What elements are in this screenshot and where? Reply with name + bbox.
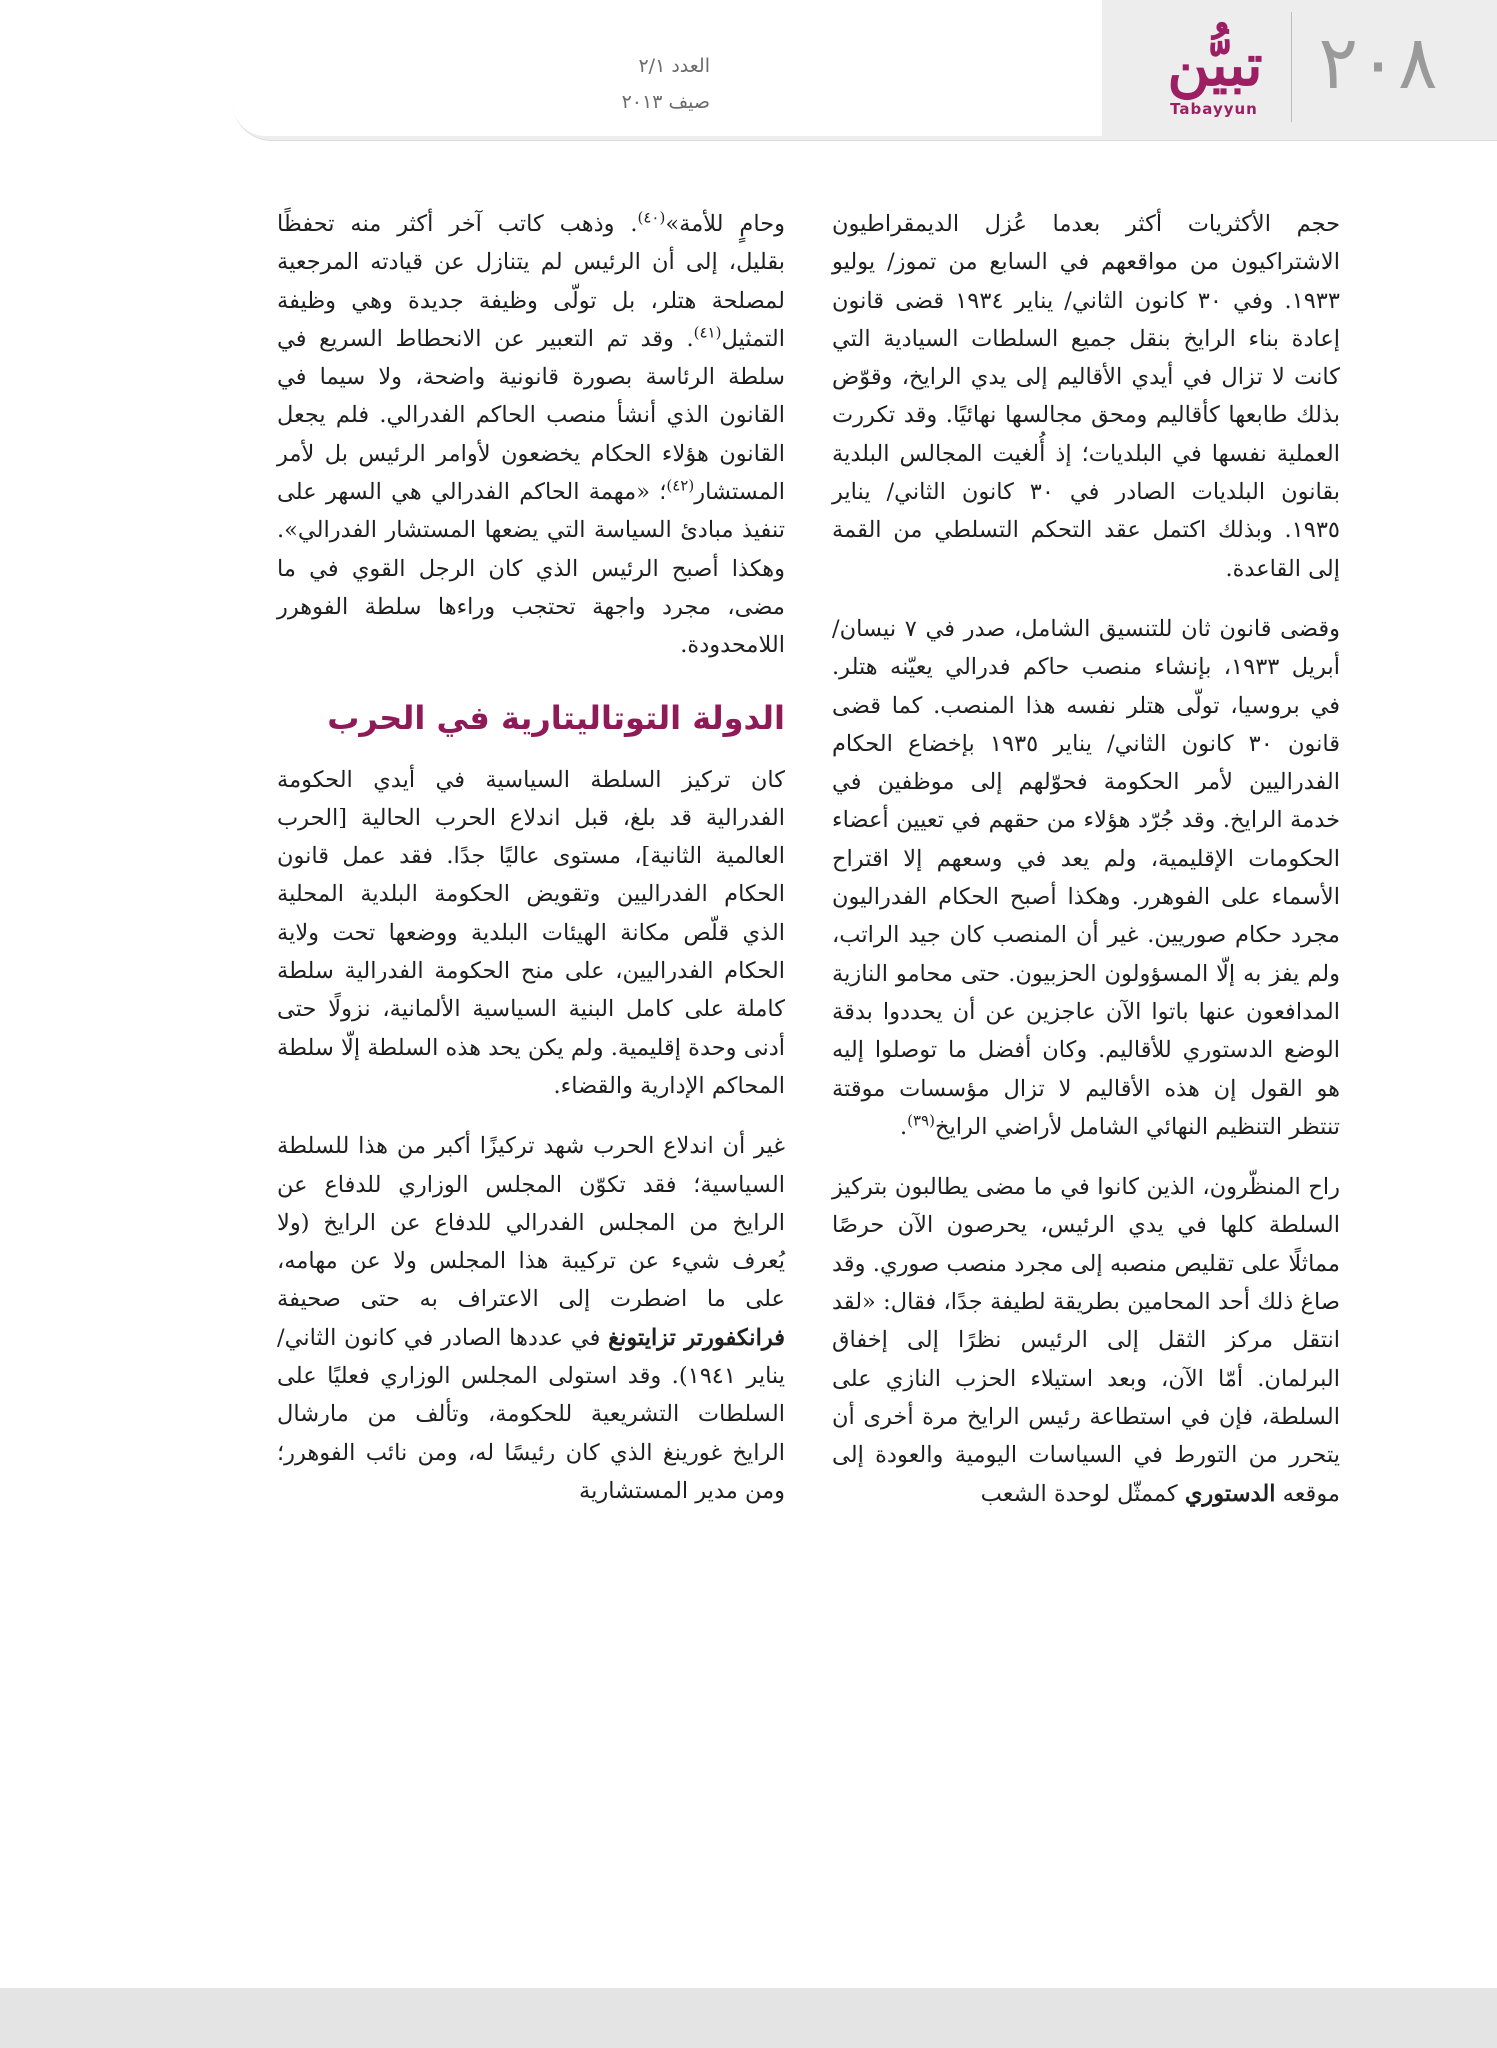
right-text-column [832,205,1340,1535]
footer-strip [0,1988,1497,2048]
page-header [0,0,1497,145]
paragraph: حجم الأكثريات أكثر بعدما عُزل الديمقراطيون الاشتراكيون من مواقعهم في السابع من تموز/ يوليو ١٩٣٣. وفي ٣٠ كانون الثاني/ يناير ١٩٣٤ قضى قانون إعادة بناء الرايخ بنقل جميع السلطات السيادية التي كانت لا تزال في أيدي الأقاليم إلى يدي الرايخ، وقوّض بذلك طابعها كأقاليم ومحق مجالسها نهائيًا. وقد تكررت العملية نفسها في البلديات؛ إذ أُلغيت المجالس البلدية بقانون البلديات الصادر في ٣٠ كانون الثاني/ يناير ١٩٣٥. وبذلك اكتمل عقد التحكم التسلطي من القمة إلى القاعدة. [832,211,1340,582]
paragraph-text: وقضى قانون ثان للتنسيق الشامل، صدر في ٧ نيسان/ أبريل ١٩٣٣، بإنشاء منصب حاكم فدرالي يعيّنه هتلر. في بروسيا، تولّى هتلر نفسه هذا المنصب. كما قضى قانون ٣٠ كانون الثاني/ يناير ١٩٣٥ بإخضاع الحكام الفدراليين لأمر الحكومة فحوّلهم إلى موظفين في خدمة الرايخ. وقد جُرّد هؤلاء من حقهم في تعيين أعضاء الحكومات الإقليمية، ولم يعد في وسعهم إلا اقتراح الأسماء على الفوهرر. وهكذا أصبح الحكام الفدراليون مجرد حكام صوريين. غير أن المنصب كان جيد الراتب، ولم يفز به إلّا المسؤولون الحزبيون. حتى محامو النازية المدافعون عنها باتوا الآن عاجزين عن أن يحددوا بدقة الوضع الدستوري للأقاليم. وكان أفضل ما توصلوا إليه هو القول إن هذه الأقاليم لا تزال مؤسسات موقتة تنتظر التنظيم النهائي الشامل لأراضي الرايخ [832,615,1340,1140]
journal-logo [1155,30,1275,130]
logo-arabic-text: تبيُّن [1167,31,1263,99]
footnote-ref: (٤٢) [666,476,695,495]
left-text-column [277,205,785,1532]
paragraph: وقضى قانون ثان للتنسيق الشامل، صدر في ٧ نيسان/ أبريل ١٩٣٣، بإنشاء منصب حاكم فدرالي يعيّنه هتلر. في بروسيا، تولّى هتلر نفسه هذا المنصب. كما قضى قانون ٣٠ كانون الثاني/ يناير ١٩٣٥ بإخضاع الحكام الفدراليين لأمر الحكومة فحوّلهم إلى موظفين في خدمة الرايخ. وقد جُرّد هؤلاء من حقهم في تعيين أعضاء الحكومات الإقليمية، ولم يعد في وسعهم إلا اقتراح الأسماء على الفوهرر. وهكذا أصبح الحكام الفدراليون مجرد حكام صوريين. غير أن المنصب كان جيد الراتب، ولم يفز به إلّا المسؤولون الحزبيون. حتى محامو النازية المدافعون عنها باتوا الآن عاجزين عن أن يحددوا بدقة الوضع الدستوري للأقاليم. وكان أفضل ما توصلوا إليه هو القول إن هذه الأقاليم لا تزال مؤسسات موقتة تنتظر التنظيم النهائي الشامل لأراضي الرايخ$^{(٣٩)}$. [832,615,1340,1140]
page-number: ٢٠٨ [1318,20,1438,106]
paragraph [277,1127,785,1510]
paragraph [277,205,785,665]
newspaper-name: فرانكفورتر تزايتونغ [608,1324,785,1351]
emphasis-text: الدستوري [1184,1480,1276,1507]
paragraph-text: في عددها الصادر في كانون الثاني/ يناير ١٩٤١). وقد استولى المجلس الوزاري فعليًا على السلطات التشريعية للحكومة، وتألف من مارشال الرايخ غورينغ الذي كان رئيسًا له، ومن نائب الفوهرر؛ ومن مدير المستشارية [277,1324,785,1504]
footnote-ref: (٤١) [693,323,722,342]
paragraph-text: غير أن اندلاع الحرب شهد تركيزًا أكبر من هذا للسلطة السياسية؛ فقد تكوّن المجلس الوزاري للدفاع عن الرايخ من المجلس الفدرالي للدفاع عن الرايخ (ولا يُعرف شيء عن تركيبة هذا المجلس ولا عن مهامه، على ما اضطرت إلى الاعتراف به حتى صحيفة [277,1133,785,1313]
paragraph-text: . وذهب كاتب آخر أكثر منه تحفظًا بقليل، إلى أن الرئيس لم يتنازل عن قيادته المرجعية لمصلحة هتلر، بل تولّى وظيفة جديدة وهي وظيفة التمثيل [277,211,785,352]
paragraph-text: وحامٍ للأمة» [665,211,785,237]
header-divider [1291,12,1292,122]
paragraph-text: كممثّل لوحدة الشعب [980,1480,1178,1507]
logo-latin-text: Tabayyun [1170,100,1258,118]
footnote-ref: (٤٠) [637,208,666,227]
paragraph [832,1168,1340,1513]
issue-season: صيف ٢٠١٣ [621,91,710,113]
paragraph: كان تركيز السلطة السياسية في أيدي الحكومة الفدرالية قد بلغ، قبل اندلاع الحرب الحالية [الحرب العالمية الثانية]، مستوى عاليًا جدًا. فقد عمل قانون الحكام الفدراليين وتقويض الحكومة البلدية المحلية الذي قلّص مكانة الهيئات البلدية ووضعها تحت ولاية الحكام الفدراليين، على منح الحكومة الفدرالية سلطة كاملة على كامل البنية السياسية الألمانية، نزولًا حتى أدنى وحدة إقليمية. ولم يكن يحد هذه السلطة إلّا سلطة المحاكم الإدارية والقضاء. [277,766,785,1099]
paragraph-text: . وقد تم التعبير عن الانحطاط السريع في سلطة الرئاسة بصورة قانونية واضحة، ولا سيما في القانون الذي أنشأ منصب الحاكم الفدرالي. فلم يجعل القانون هؤلاء الحكام يخضعون لأوامر الرئيس بل لأمر المستشار [277,325,785,506]
paragraph-text: راح المنظّرون، الذين كانوا في ما مضى يطالبون بتركيز السلطة كلها في يدي الرئيس، يحرصون الآن حرصًا مماثلًا على تقليص منصبه إلى مجرد منصب صوري. وقد صاغ ذلك أحد المحامين بطريقة لطيفة جدًا، فقال: «لقد انتقل مركز الثقل إلى الرئيس نظرًا إلى إخفاق البرلمان. أمّا الآن، وبعد استيلاء الحزب النازي على السلطة، فإن في استطاعة رئيس الرايخ مرة أخرى أن يتحرر من التورط في السياسات اليومية والعودة إلى موقعه [832,1174,1340,1507]
issue-info [510,48,710,120]
section-heading: الدولة التوتاليتارية في الحرب [327,698,785,737]
paragraph-text: ؛ «مهمة الحاكم الفدرالي هي السهر على تنفيذ مبادئ السياسة التي يضعها المستشار الفدرالي». وهكذا أصبح الرئيس الذي كان الرجل القوي في ما مضى، مجرد واجهة تحتجب وراءها سلطة الفوهرر اللامحدودة. [277,479,785,659]
header-inner [232,0,1102,136]
footnote-ref: (٣٩) [907,1111,935,1130]
issue-number: العدد ٢/١ [638,55,710,77]
